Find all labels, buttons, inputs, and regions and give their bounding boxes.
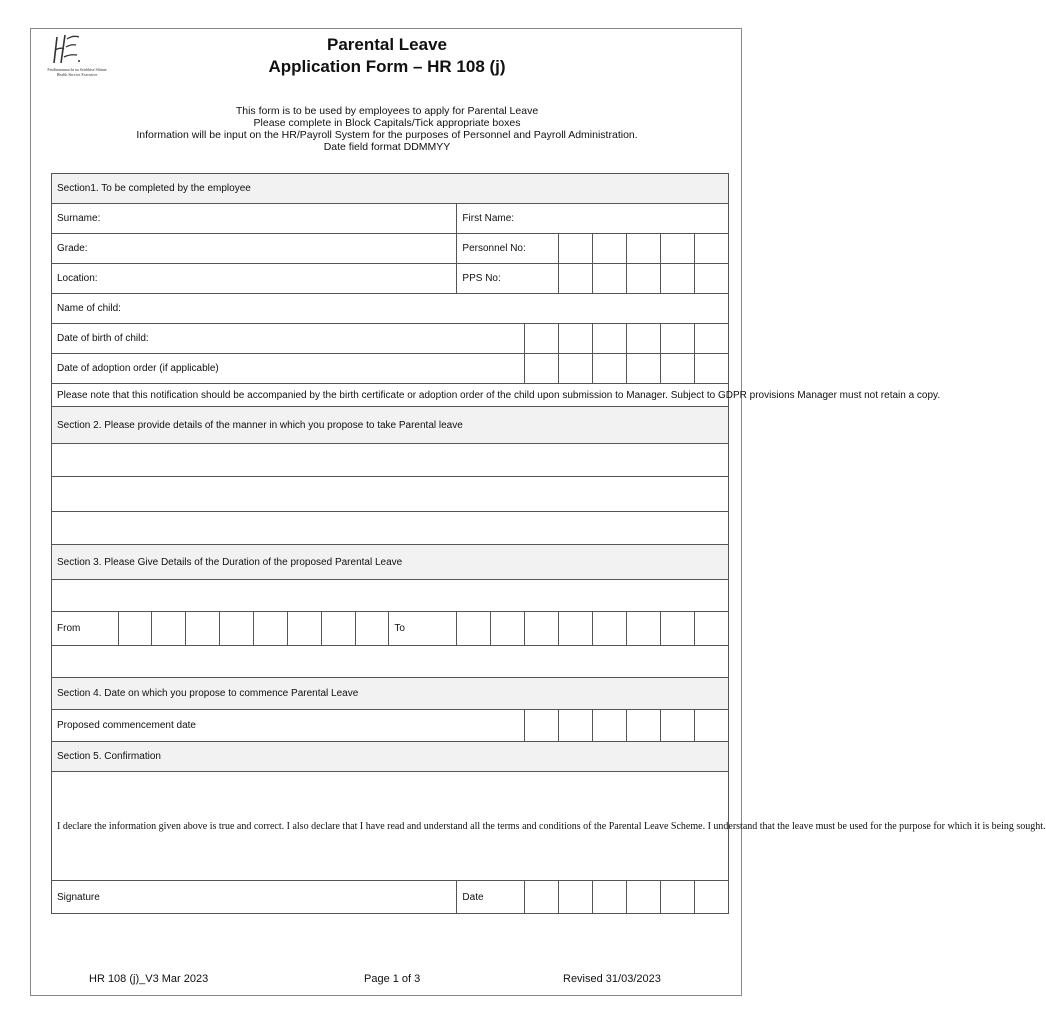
footer-form-code: HR 108 (j)_V3 Mar 2023 (89, 973, 209, 985)
dob-child-box[interactable] (694, 324, 728, 354)
dob-child-box[interactable] (626, 324, 660, 354)
intro-line: Date field format DDMMYY (323, 141, 451, 153)
adoption-date-label: Date of adoption order (if applicable) (52, 354, 525, 384)
section3-entry-line[interactable] (52, 646, 729, 678)
pps-no-box[interactable] (592, 264, 626, 294)
dob-child-box[interactable] (558, 324, 592, 354)
personnel-no-box[interactable] (694, 234, 728, 264)
section4-heading: Section 4. Date on which you propose to commence Parental Leave (52, 678, 729, 710)
pps-no-box[interactable] (626, 264, 660, 294)
to-date-box[interactable] (457, 612, 491, 646)
intro-line: Information will be input on the HR/Payroll System for the purposes of Personnel and Payroll Administration. (136, 129, 638, 141)
form-title: Parental Leave (326, 35, 447, 54)
to-date-box[interactable] (558, 612, 592, 646)
from-date-box[interactable] (254, 612, 288, 646)
adoption-date-box[interactable] (592, 354, 626, 384)
from-label: From (52, 612, 119, 646)
from-date-box[interactable] (356, 612, 389, 646)
from-date-box[interactable] (119, 612, 152, 646)
location-field[interactable]: Location: (52, 264, 457, 294)
signature-date-box[interactable] (694, 881, 728, 914)
from-date-box[interactable] (152, 612, 186, 646)
from-date-box[interactable] (220, 612, 254, 646)
proposed-date-box[interactable] (525, 710, 558, 742)
pps-no-label: PPS No: (457, 264, 558, 294)
section2-entry-line[interactable] (52, 477, 729, 512)
intro-line: This form is to be used by employees to apply for Parental Leave (235, 105, 539, 117)
adoption-date-box[interactable] (558, 354, 592, 384)
intro-text (31, 105, 743, 153)
dob-child-box[interactable] (525, 324, 558, 354)
footer-revised-date: Revised 31/03/2023 (563, 973, 661, 985)
personnel-no-box[interactable] (558, 234, 592, 264)
dob-child-box[interactable] (660, 324, 694, 354)
signature-date-box[interactable] (626, 881, 660, 914)
gdpr-note: Please note that this notification should be accompanied by the birth certificate or adoption order of the child upon submission to Manager. Subject to GDPR provisions Manager must not retain a copy. (52, 384, 729, 407)
personnel-no-label: Personnel No: (457, 234, 558, 264)
proposed-date-box[interactable] (694, 710, 728, 742)
to-date-box[interactable] (525, 612, 558, 646)
section2-heading: Section 2. Please provide details of the manner in which you propose to take Parental leave (52, 407, 729, 444)
pps-no-box[interactable] (694, 264, 728, 294)
dob-child-label: Date of birth of child: (52, 324, 525, 354)
to-date-box[interactable] (626, 612, 660, 646)
proposed-date-box[interactable] (660, 710, 694, 742)
personnel-no-box[interactable] (660, 234, 694, 264)
form-page (30, 28, 1046, 996)
pps-no-box[interactable] (558, 264, 592, 294)
to-label: To (389, 612, 457, 646)
to-date-box[interactable] (491, 612, 525, 646)
logo-caption-line-1: Feidhmeannacht na Seirbhíse Sláinte (47, 67, 107, 72)
form-subtitle: Application Form – HR 108 (j) (268, 57, 506, 76)
from-date-box[interactable] (288, 612, 322, 646)
adoption-date-box[interactable] (626, 354, 660, 384)
section5-heading: Section 5. Confirmation (52, 742, 729, 772)
footer-page-number: Page 1 of 3 (364, 973, 421, 985)
section2-entry-line[interactable] (52, 444, 729, 477)
to-date-box[interactable] (660, 612, 694, 646)
signature-date-box[interactable] (592, 881, 626, 914)
adoption-date-box[interactable] (694, 354, 728, 384)
intro-line: Please complete in Block Capitals/Tick appropriate boxes (253, 117, 521, 129)
signature-date-box[interactable] (525, 881, 558, 914)
date-label: Date (457, 881, 525, 914)
personnel-no-box[interactable] (592, 234, 626, 264)
adoption-date-box[interactable] (525, 354, 558, 384)
to-date-box[interactable] (592, 612, 626, 646)
section3-entry-line[interactable] (52, 580, 729, 612)
signature-date-box[interactable] (558, 881, 592, 914)
application-form-table (51, 173, 1046, 914)
surname-field[interactable]: Surname: (52, 204, 457, 234)
dob-child-box[interactable] (592, 324, 626, 354)
proposed-date-box[interactable] (592, 710, 626, 742)
section2-entry-line[interactable] (52, 512, 729, 545)
section3-heading: Section 3. Please Give Details of the Duration of the proposed Parental Leave (52, 545, 729, 580)
name-of-child-field[interactable]: Name of child: (52, 294, 729, 324)
personnel-no-box[interactable] (626, 234, 660, 264)
pps-no-box[interactable] (660, 264, 694, 294)
from-date-box[interactable] (186, 612, 220, 646)
adoption-date-box[interactable] (660, 354, 694, 384)
declaration-text: I declare the information given above is true and correct. I also declare that I have read and understand all the terms and conditions of the Parental Leave Scheme. I understand that the leave must be used for the purpose for which it is being sought. (52, 772, 729, 881)
first-name-field[interactable]: First Name: (457, 204, 729, 234)
proposed-date-box[interactable] (558, 710, 592, 742)
logo-caption-line-2: Health Service Executive (56, 72, 98, 77)
to-date-box[interactable] (694, 612, 728, 646)
proposed-date-box[interactable] (626, 710, 660, 742)
proposed-date-label: Proposed commencement date (52, 710, 525, 742)
signature-date-box[interactable] (660, 881, 694, 914)
signature-field[interactable]: Signature (52, 881, 457, 914)
from-date-box[interactable] (322, 612, 356, 646)
grade-field[interactable]: Grade: (52, 234, 457, 264)
section1-heading: Section1. To be completed by the employee (52, 174, 729, 204)
